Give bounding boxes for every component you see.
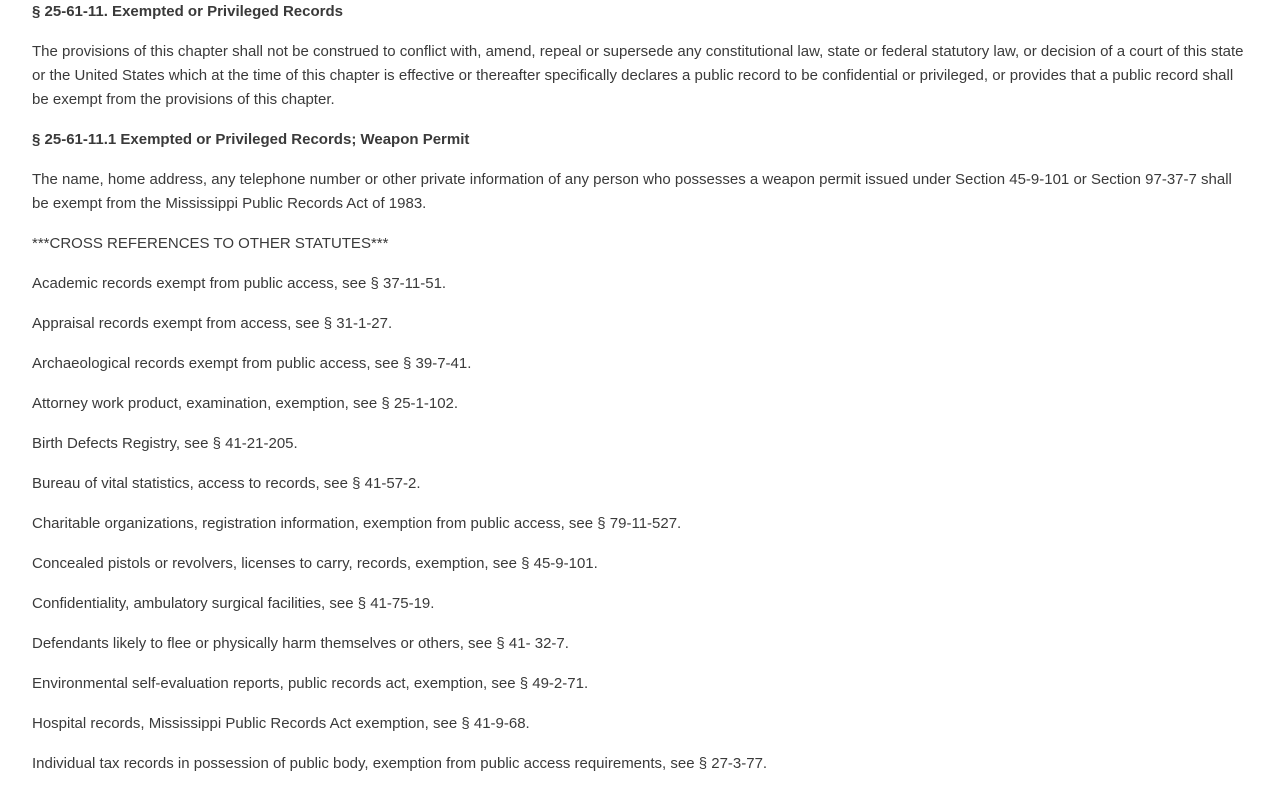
section-body-25-61-11: The provisions of this chapter shall not be construed to conflict with, amend, repeal or supersede any constitutional law, state or federal statutory law, or decision of a court of this state or the United States which at the time of this chapter is effective or thereafter specifically declares a public record to be confidential or privileged, or provides that a public record shall be exempt from the provisions of this chapter. bbox=[32, 43, 1244, 108]
list-item: Individual tax records in possession of public body, exemption from public access requirements, see § 27-3-77. bbox=[32, 755, 768, 772]
list-item: Hospital records, Mississippi Public Records Act exemption, see § 41-9-68. bbox=[32, 715, 530, 732]
list-item: Charitable organizations, registration information, exemption from public access, see § 79-11-527. bbox=[32, 515, 682, 532]
list-item: Attorney work product, examination, exemption, see § 25-1-102. bbox=[32, 395, 459, 412]
section-body-25-61-11-1: The name, home address, any telephone number or other private information of any person who possesses a weapon permit issued under Section 45-9-101 or Section 97-37-7 shall be exempt from the Mississippi Public Records Act of 1983. bbox=[32, 171, 1232, 212]
cross-references-title: ***CROSS REFERENCES TO OTHER STATUTES*** bbox=[32, 235, 389, 252]
document-content bbox=[32, 0, 1252, 776]
list-item: Academic records exempt from public access, see § 37-11-51. bbox=[32, 275, 447, 292]
list-item: Bureau of vital statistics, access to records, see § 41-57-2. bbox=[32, 475, 421, 492]
list-item: Appraisal records exempt from access, see § 31-1-27. bbox=[32, 315, 393, 332]
list-item: Confidentiality, ambulatory surgical facilities, see § 41-75-19. bbox=[32, 595, 435, 612]
list-item: Birth Defects Registry, see § 41-21-205. bbox=[32, 435, 298, 452]
section-heading-25-61-11: § 25-61-11. Exempted or Privileged Records bbox=[32, 3, 343, 20]
list-item: Defendants likely to flee or physically harm themselves or others, see § 41- 32-7. bbox=[32, 635, 569, 652]
list-item: Environmental self-evaluation reports, public records act, exemption, see § 49-2-71. bbox=[32, 675, 589, 692]
cross-references-list bbox=[32, 272, 1252, 776]
list-item: Archaeological records exempt from public access, see § 39-7-41. bbox=[32, 355, 472, 372]
section-heading-25-61-11-1: § 25-61-11.1 Exempted or Privileged Records; Weapon Permit bbox=[32, 131, 470, 148]
list-item: Concealed pistols or revolvers, licenses to carry, records, exemption, see § 45-9-101. bbox=[32, 555, 598, 572]
